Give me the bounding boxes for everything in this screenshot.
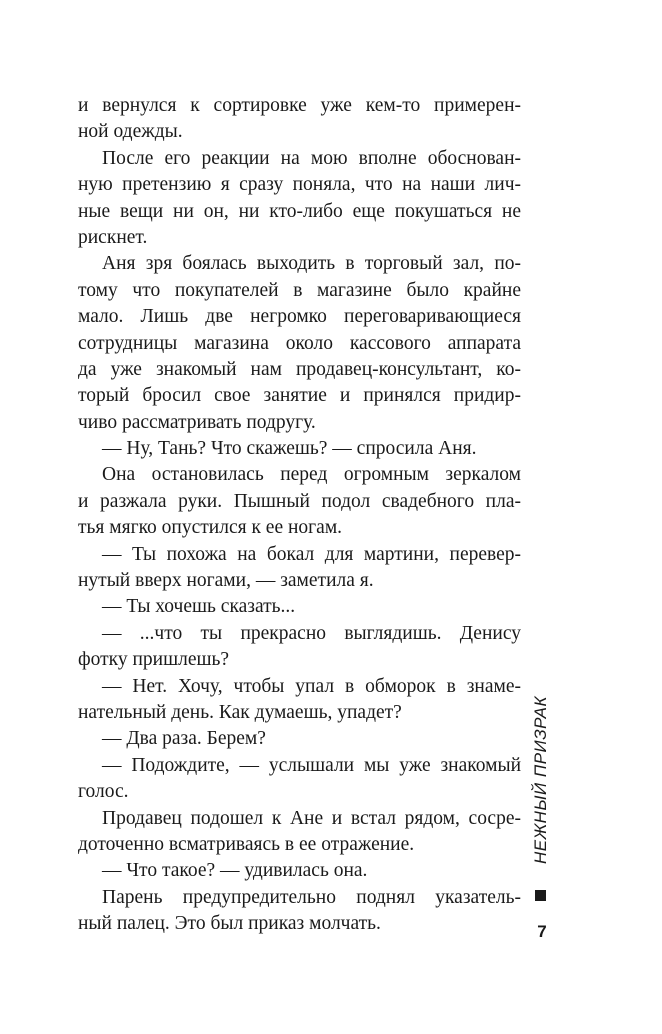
text-line: ные вещи ни он, ни кто-либо еще покушаться не: [78, 200, 521, 222]
body-text: [78, 93, 521, 938]
text-line: — ...что ты прекрасно выглядишь. Денису: [102, 622, 521, 644]
text-line: да уже знакомый нам продавец-консультант, ко-: [78, 358, 521, 380]
book-title-vertical: [526, 680, 556, 880]
text-line: Аня зря боялась выходить в торговый зал, по-: [102, 253, 521, 275]
text-line: ной одежды.: [78, 121, 183, 143]
text-line: нательный день. Как думаешь, упадет?: [78, 701, 402, 723]
page-number: 7: [537, 922, 547, 941]
text-line: тья мягко опустился к ее ногам.: [78, 517, 343, 539]
text-line: чиво рассматривать подругу.: [78, 411, 316, 433]
text-line: Она остановилась перед огромным зеркалом: [102, 464, 521, 486]
text-line: — Ну, Тань? Что скажешь? — спросила Аня.: [102, 438, 477, 460]
text-line: — Подождите, — услышали мы уже знакомый: [102, 754, 521, 776]
text-line: — Нет. Хочу, чтобы упал в обморок в знаме-: [102, 675, 521, 697]
text-line: голос.: [78, 781, 129, 803]
text-line: — Два раза. Берем?: [102, 728, 266, 750]
text-line: фотку пришлешь?: [78, 649, 230, 671]
book-title-text: НЕЖНЫЙ ПРИЗРАК: [531, 695, 550, 865]
text-line: тому что покупателей в магазине было крайне: [78, 279, 521, 301]
text-line: После его реакции на мою вполне обоснован-: [102, 147, 521, 169]
text-line: и вернулся к сортировке уже кем-то примерен-: [78, 95, 521, 116]
text-line: ную претензию я сразу поняла, что на наши лич-: [78, 174, 521, 196]
text-line: Парень предупредительно поднял указатель-: [102, 886, 521, 908]
text-line: нутый вверх ногами, — заметила я.: [78, 570, 374, 592]
text-line: торый бросил свое занятие и принялся придир-: [78, 385, 521, 407]
text-line: доточенно всматриваясь в ее отражение.: [78, 833, 415, 855]
text-line: — Ты похожа на бокал для мартини, перевер-: [102, 543, 521, 565]
text-line: — Что такое? — удивилась она.: [102, 860, 368, 882]
text-line: мало. Лишь две негромко переговаривающиеся: [78, 306, 521, 328]
text-line: сотрудницы магазина около кассового аппарата: [78, 332, 521, 354]
text-line: Продавец подошел к Ане и встал рядом, сосре-: [102, 807, 521, 829]
text-line: — Ты хочешь сказать...: [102, 596, 296, 618]
square-marker-icon: [535, 890, 546, 901]
text-line: и разжала руки. Пышный подол свадебного пла-: [78, 490, 521, 512]
text-line: рискнет.: [78, 226, 148, 248]
text-line: ный палец. Это был приказ молчать.: [78, 913, 381, 935]
